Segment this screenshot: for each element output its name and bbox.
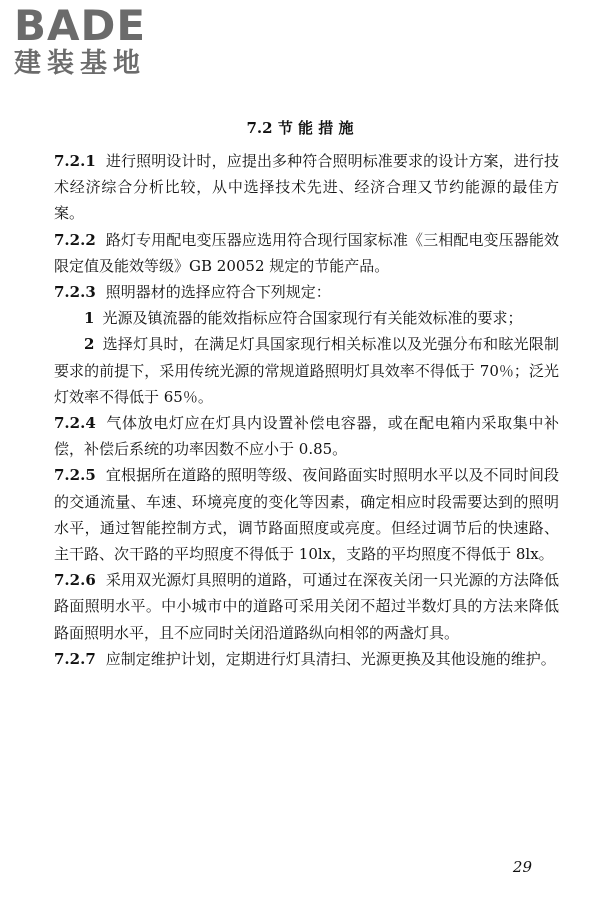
clause-number: 7.2.2 [54,230,96,249]
clause-text: 采用双光源灯具照明的道路，可通过在深夜关闭一只光源的方法降低路面照明水平。中小城市中的道路可采用关闭不超过半数灯具的方法来降低路面照明水平，且不应同时关闭沿道路纵向相邻的两盏灯具。 [54,571,559,642]
section-title: 7.2 节 能 措 施 [246,119,354,137]
clause-text: 宜根据所在道路的照明等级、夜间路面实时照明水平以及不同时间段的交通流量、车速、环境亮度的变化等因素，确定相应时段需要达到的照明水平，通过智能控制方式，调节路面照度或亮度。但经过调节后的快速路、主干路、次干路的平均照度不得低于 10lx，支路的平均照度不得低于 8lx。 [54,466,559,564]
clause-text: 气体放电灯应在灯具内设置补偿电容器，或在配电箱内采取集中补偿，补偿后系统的功率因数不应小于 0.85。 [54,414,559,459]
clause-number: 7.2.1 [54,152,96,170]
clause-7-2-3-item-2 [54,331,559,410]
clause-text: 应制定维护计划，定期进行灯具清扫、光源更换及其他设施的维护。 [105,649,556,668]
logo-subtitle: 建装基地 [14,48,146,79]
clause-number: 7.2.3 [54,283,96,302]
clause-number: 7.2.7 [54,649,96,668]
clause-7-2-4 [54,410,559,462]
clause-text: 照明器材的选择应符合下列规定： [105,283,331,302]
item-number: 2 [84,335,95,354]
clause-7-2-3 [54,279,559,305]
item-text: 光源及镇流器的能效指标应符合国家现行有关能效标准的要求； [102,309,523,328]
item-number: 1 [84,309,95,328]
clause-7-2-5 [54,462,559,567]
item-text: 选择灯具时，在满足灯具国家现行相关标准以及光强分布和眩光限制要求的前提下，采用传统光源的常规道路照明灯具效率不得低于 70％；泛光灯效率不得低于 65％。 [54,335,559,406]
clause-number: 7.2.5 [54,466,96,485]
clause-number: 7.2.6 [54,571,96,590]
clause-number: 7.2.4 [54,414,96,433]
clause-7-2-7 [54,646,559,672]
clause-text: 进行照明设计时，应提出多种符合照明标准要求的设计方案，进行技术经济综合分析比较，从中选择技术先进、经济合理又节约能源的最佳方案。 [54,152,559,223]
clause-list [54,148,559,672]
page-number: 29 [512,858,532,876]
logo-brand: BADE [14,1,147,50]
clause-7-2-2 [54,227,559,279]
clause-7-2-1 [54,148,559,227]
watermark-logo [14,1,184,80]
clause-7-2-6 [54,567,559,646]
clause-text: 路灯专用配电变压器应选用符合现行国家标准《三相配电变压器能效限定值及能效等级》GB 20052 规定的节能产品。 [54,230,559,275]
clause-7-2-3-item-1 [54,305,559,331]
